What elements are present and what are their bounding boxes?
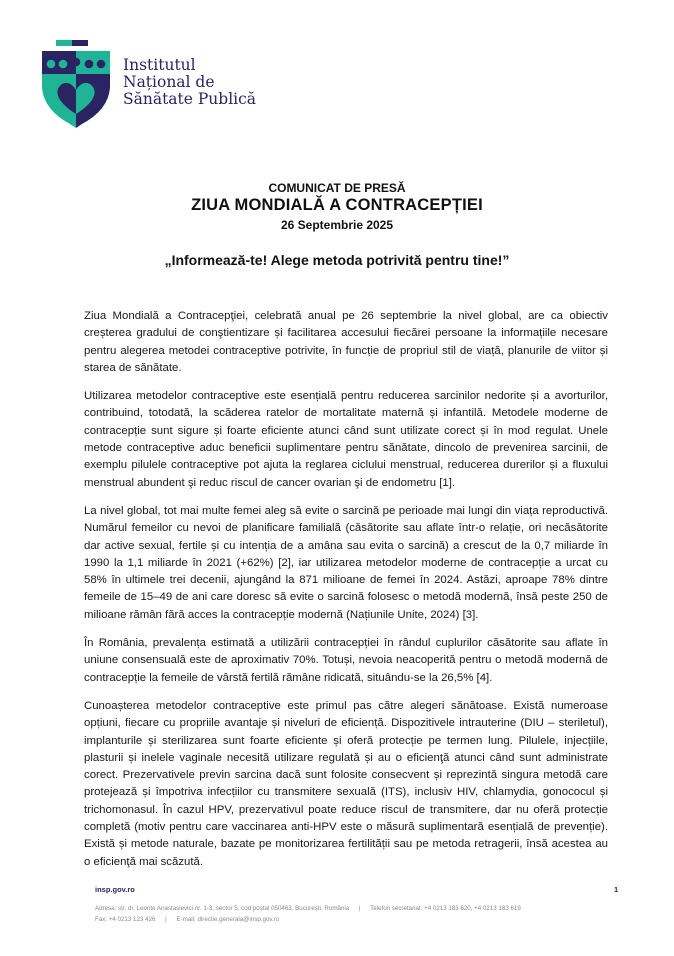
footer-separator: |	[165, 916, 167, 923]
shield-heart-icon	[40, 40, 112, 130]
institution-name	[123, 57, 256, 108]
institution-name-line2: Național de	[123, 73, 215, 91]
footer-email: E-mail: directie.generala@insp.gov.ro	[176, 916, 280, 923]
paragraph: La nivel global, tot mai multe femei aleg să evite o sarcină pe perioade mai lungi din viața reproductivă. Numărul femeilor cu nevoi de planificare familială (căsătorite sau aflate într-o relație, ori necăsătorite dar active sexual, fertile și cu intenția de a amâna sau evita o sarcină) a crescut de la 0,7 miliarde în 1990 la 1,1 miliarde în 2021 (+62%) [2], iar utilizarea metodelor moderne de contracepție a urcat cu 58% în ultimele trei decenii, ajungând la 871 milioane de femei în 2024. Astăzi, aproape 78% dintre femeile de 15–49 de ani care doresc să evite o sarcină folosesc o metodă modernă, însă peste 250 de milioane rămân fără acces la contracepție modernă (Națiunile Unite, 2024) [3].	[84, 504, 608, 621]
footer-address: Adresa: str. dr. Leonte Anastasievici nr. 1-3, sector 5, cod poștal 050463, București, România	[95, 905, 350, 912]
footer-website: insp.gov.ro	[95, 885, 135, 894]
footer-contact	[95, 903, 635, 925]
paragraph: Cunoașterea metodelor contraceptive este primul pas către alegeri sănătoase. Există numeroase opțiuni, fiecare cu propriile avantaje și niveluri de eficiență. Dispozitivele intrauterine (DIU – steriletul), implanturile și sterilizarea sunt foarte eficiente și oferă protecție pe termen lung. Pilulele, injecțiile, plasturii și inelele vaginale necesită utilizare regulată și au o eficienţă atunci când sunt administrate corect. Prezervativele previn sarcina dacă sunt folosite consecvent și reprezintă singura metodă care protejează și împotriva infecțiilor cu transmitere sexuală (ITS), inclusiv HIV, chlamydia, gonococul și trichomonasul. În cazul HPV, prezervativul poate reduce riscul de transmitere, dar nu oferă protecție completă (motiv pentru care vaccinarea anti-HPV este o măsură suplimentară esențială de prevenție). Există și metode naturale, bazate pe monitorizarea fertilității sau pe metoda retragerii, însă acestea au o eficienţă mai scăzută.	[84, 699, 608, 868]
paragraph: Ziua Mondială a Contracepţiei, celebrată anual pe 26 septembrie la nivel global, are ca obiectiv creșterea gradului de conştientizare și facilitarea accesului fiecărei persoane la informațiile necesare pentru alegerea metodei contraceptive potrivite, în funcție de propriul stil de viață, planurile de viitor și starea de sănătate.	[84, 310, 608, 374]
footer-phone: Telefon secretariat: +4 0213 183 620, +4 0213 183 619	[370, 905, 521, 912]
document-title: ZIUA MONDIALĂ A CONTRACEPȚIEI	[191, 196, 483, 214]
paragraph: În România, prevalența estimată a utilizării contracepției în rândul cuplurilor căsătorite sau aflate în uniune consensuală este de aproximativ 70%. Totuși, nevoia neacoperită pentru o metodă modernă de contracepție la femeile de vârstă fertilă rămâne ridicată, situându-se la 26,5% [4].	[84, 637, 608, 684]
campaign-slogan: „Informează-te! Alege metoda potrivită pentru tine!”	[164, 252, 510, 268]
document-date: 26 Septembrie 2025	[280, 218, 394, 232]
institution-name-line1: Institutul	[123, 56, 196, 74]
document-body	[84, 308, 608, 882]
footer-fax: Fax: +4 0213 123 426	[95, 916, 156, 923]
page-number: 1	[614, 885, 619, 894]
institution-name-line3: Sănătate Publică	[123, 90, 257, 108]
press-release-kicker: COMUNICAT DE PRESĂ	[268, 181, 406, 195]
page-footer	[95, 885, 635, 925]
footer-separator: |	[358, 905, 361, 912]
institution-logo	[40, 40, 320, 130]
paragraph: Utilizarea metodelor contraceptive este esențială pentru reducerea sarcinilor nedorite și a avorturilor, contribuind, totodată, la scăderea ratelor de mortalitate maternă și infantilă. Metodele moderne de contracepție sunt sigure și foarte eficiente atunci când sunt utilizate corect și în mod regulat. Unele metode contraceptive aduc beneficii suplimentare pentru sănătate, dincolo de prevenirea sarcinii, de exemplu pilulele contraceptive pot ajuta la reglarea ciclului menstrual, reducerea durerilor și a fluxului menstrual abundent şi reduc riscul de cancer ovarian şi de endometru [1].	[84, 390, 608, 489]
